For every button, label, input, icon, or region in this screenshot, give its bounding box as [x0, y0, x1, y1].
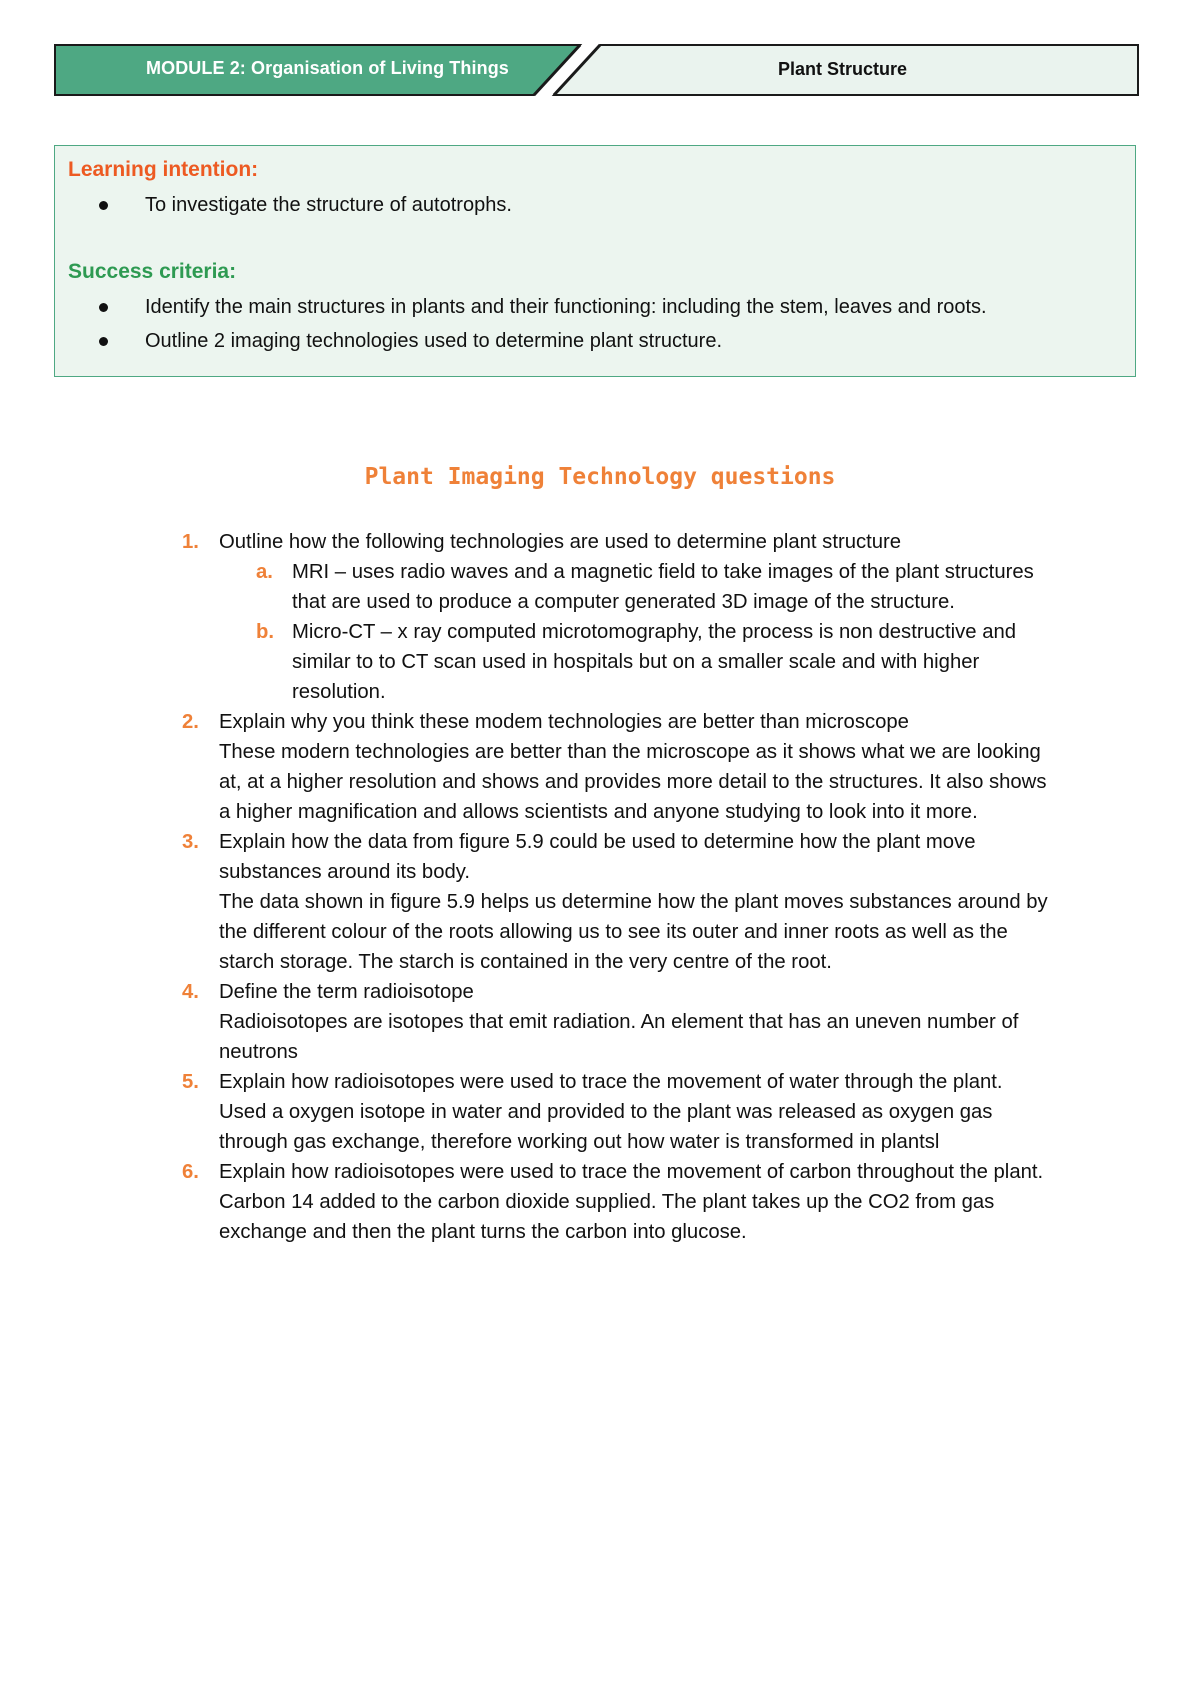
questions-title: Plant Imaging Technology questions: [364, 464, 836, 490]
question-number: 3.: [182, 831, 199, 853]
module-banner: [54, 44, 1140, 96]
sub-item-text: Micro-CT – x ray computed microtomography, the process is non destructive and similar to to CT scan used in hospitals but on a smaller scale and with higher resolution.: [292, 621, 1017, 703]
question-prompt: Explain how radioisotopes were used to trace the movement of carbon throughout the plant.: [219, 1161, 1044, 1183]
question-item: [0, 1157, 1059, 1247]
question-number: 6.: [182, 1161, 199, 1183]
bullet-icon: [99, 303, 108, 312]
question-item: [0, 977, 1059, 1067]
question-number: 2.: [182, 711, 199, 733]
sub-item-text: MRI – uses radio waves and a magnetic field to take images of the plant structures that are used to produce a computer generated 3D image of the structure.: [292, 561, 1034, 613]
sub-item-letter: a.: [256, 561, 273, 583]
question-prompt: Explain why you think these modem technologies are better than microscope: [219, 711, 909, 733]
success-criteria-heading: Success criteria:: [68, 260, 237, 283]
question-answer: Used a oxygen isotope in water and provided to the plant was released as oxygen gas through gas exchange, therefore working out how water is transformed in plantsl: [219, 1101, 993, 1153]
question-number: 4.: [182, 981, 199, 1003]
learning-intention-heading: Learning intention:: [68, 158, 259, 181]
question-answer: Radioisotopes are isotopes that emit radiation. An element that has an uneven number of neutrons: [219, 1011, 1019, 1063]
question-answer: The data shown in figure 5.9 helps us determine how the plant moves substances around by the different colour of the roots allowing us to see its outer and inner roots as well as the starch storage. The starch is contained in the very centre of the root.: [219, 891, 1048, 973]
question-prompt: Explain how radioisotopes were used to trace the movement of water through the plant.: [219, 1071, 1003, 1093]
learning-box: Learning intention: To investigate the structure of autotrophs. Success criteria: Identify the main structures in plants and their functioning: including the stem, leaves and roots. Outline 2 imaging technologies used to determine plant structure.: [54, 145, 1136, 377]
question-item: [0, 707, 1059, 827]
module-title: MODULE 2: Organisation of Living Things: [146, 58, 509, 78]
question-number: 5.: [182, 1071, 199, 1093]
question-prompt: Outline how the following technologies are used to determine plant structure: [219, 531, 902, 553]
question-answer: Carbon 14 added to the carbon dioxide supplied. The plant takes up the CO2 from gas exchange and then the plant turns the carbon into glucose.: [219, 1191, 995, 1243]
sub-item-letter: b.: [256, 621, 275, 643]
bullet-icon: [99, 201, 108, 210]
question-item: [0, 1067, 1059, 1157]
question-item: [0, 827, 1059, 977]
question-answer: These modern technologies are better than the microscope as it shows what we are looking at, at a higher resolution and shows and provides more detail to the structures. It also shows a higher magnification and allows scientists and anyone studying to look into it more.: [219, 741, 1047, 823]
question-list: [0, 527, 1200, 1247]
topic-title: Plant Structure: [778, 59, 908, 79]
question-number: 1.: [182, 531, 199, 553]
question-prompt: Explain how the data from figure 5.9 could be used to determine how the plant move substances around its body.: [219, 831, 976, 883]
question-item: [0, 527, 1059, 707]
bullet-icon: [99, 337, 108, 346]
sub-item: [219, 617, 1059, 707]
question-prompt: Define the term radioisotope: [219, 981, 474, 1003]
sub-item: [219, 557, 1059, 617]
